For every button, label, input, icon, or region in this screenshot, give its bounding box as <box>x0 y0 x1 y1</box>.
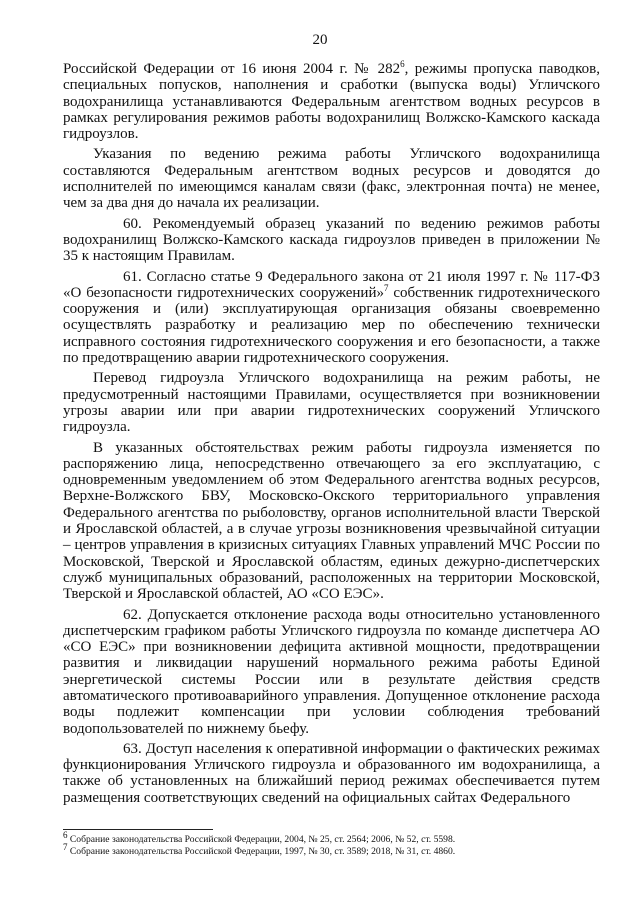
paragraph-circumstances <box>63 440 600 603</box>
footnotes <box>63 829 600 858</box>
footnote-ref-6: 6 <box>400 59 405 69</box>
paragraph-number: 63. <box>123 740 142 757</box>
footnote-text: Собрание законодательства Российской Федерации, 1997, № 30, ст. 3589; 2018, № 31, ст. 4860. <box>69 846 456 857</box>
footnote-6 <box>63 829 600 846</box>
page-number: 20 <box>312 32 328 48</box>
paragraph-text: собственник гидротехнического сооружения и (или) эксплуатирующая организация обязаны своевременно осуществлять разработку и реализацию мер по обеспечению технически исправного состояния гидротехнического сооружения и его безопасности, а также по предотвращению аварии гидротехнического сооружения. <box>63 284 600 367</box>
paragraph-continuation <box>63 61 600 142</box>
footnote-text: Собрание законодательства Российской Федерации, 2004, № 25, ст. 2564; 2006, № 52, ст. 5598. <box>69 834 456 845</box>
footnote-ref-7: 7 <box>383 282 389 293</box>
paragraph-number: 62. <box>123 606 142 623</box>
paragraph-63 <box>63 741 600 806</box>
paragraph-62 <box>63 607 600 737</box>
paragraph-text: Согласно статье 9 Федерального закона от 21 июля 1997 г. № 117-ФЗ «О безопасности гидротехнических сооружений» <box>63 268 601 301</box>
paragraph-text: Рекомендуемый образец указаний по ведению режимов работы водохранилищ Волжско-Камского каскада гидроузлов приведен в приложении № 35 к настоящим Правилам. <box>63 215 600 265</box>
paragraph-text: Доступ населения к оперативной информации о фактических режимах функционирования Угличского гидроузла и образованного им водохранилища, а также об установленных на ближайший период режимах обеспечивается путем размещения соответствующих сведений на официальных сайтах Федерального <box>63 740 600 806</box>
paragraph-text: В указанных обстоятельствах режим работы гидроузла изменяется по распоряжению лица, непосредственно отвечающего за его эксплуатацию, с одновременным уведомлением об этом Федерального агентства водных ресурсов, Верхне-Волжского БВУ, Московско-Окского территориального управления Федерального агентства по рыболовству, органов исполнительной власти Тверской и Ярославской областей, а в случае угрозы возникновения чрезвычайной ситуации – центров управления в кризисных ситуациях Главных управлений МЧС России по Московской, Тверской и Ярославской областям, единых дежурно-диспетчерских служб муниципальных образований, расположенных на территории Московской, Тверской и Ярославской областей, АО «СО ЕЭС». <box>63 439 600 603</box>
footnote-mark: 6 <box>63 829 68 840</box>
paragraph-61 <box>63 269 600 367</box>
footnote-divider <box>63 829 213 830</box>
paragraph-text: , режимы пропуска паводков, специальных попусков, наполнения и сработки (выпуска воды) Угличского водохранилища устанавливаются Федеральным агентством водных ресурсов в рамках регулирования режимов работы водохранилищ Волжско-Камского каскада гидроузлов. <box>63 61 600 143</box>
footnote-7 <box>63 841 600 858</box>
paragraph-text: Перевод гидроузла Угличского водохранилища на режим работы, не предусмотренный настоящими Правилами, осуществляется при возникновении угрозы аварии или при аварии гидротехнических сооружений Угличского гидроузла. <box>63 370 600 436</box>
paragraph-transfer <box>63 370 600 435</box>
paragraph-text: Российской Федерации от 16 июня 2004 г. № 282 <box>63 61 401 77</box>
paragraph-text: Допускается отклонение расхода воды относительно установленного диспетчерским графиком работы Угличского гидроузла по команде диспетчера АО «СО ЕЭС» при возникновении дефицита активной мощности, предотвращении развития и ликвидации нарушений нормального режима работы Единой энергетической системы России или в результате действия средств автоматического противоаварийного управления. Допущенное отклонение расхода воды подлежит компенсации при условии соблюдения требований водопользователей по нижнему бьефу. <box>63 606 601 737</box>
paragraph-number: 61. <box>123 268 142 285</box>
paragraph-text: Указания по ведению режима работы Угличского водохранилища составляются Федеральным агентством водных ресурсов и доводятся до исполнителей по имеющимся каналам связи (факс, электронная почта) не менее, чем за два дня до начала их реализации. <box>63 146 600 212</box>
body-text <box>63 61 600 810</box>
footnote-mark: 7 <box>63 841 68 852</box>
paragraph-60 <box>63 216 600 265</box>
paragraph-number: 60. <box>123 215 142 232</box>
paragraph-instructions <box>63 146 600 211</box>
